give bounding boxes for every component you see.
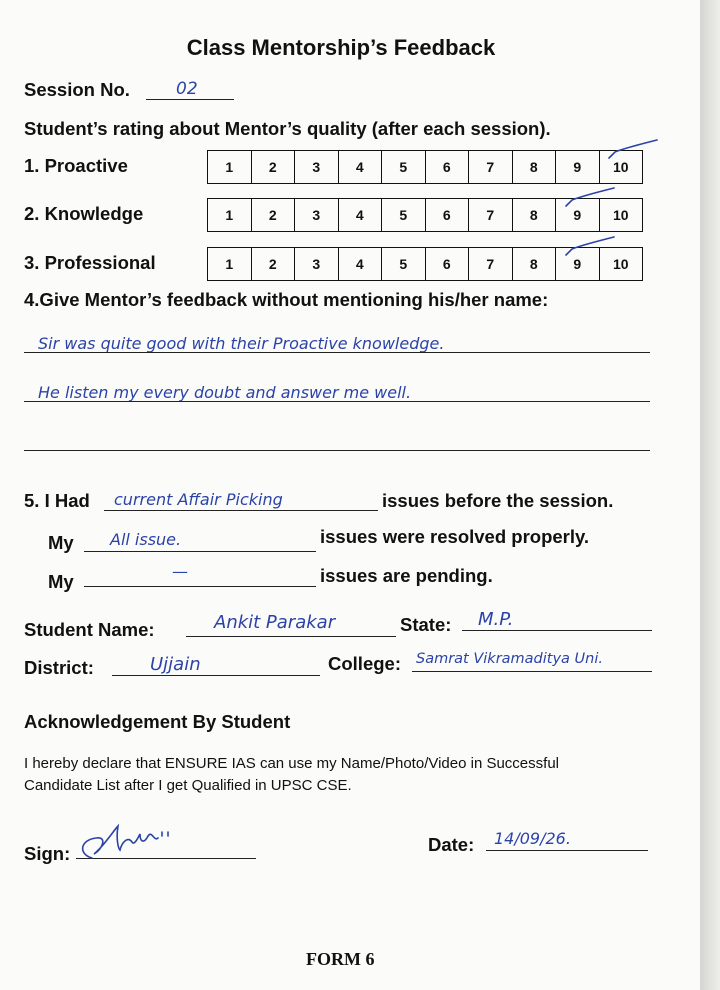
rating-option[interactable]: 9 — [556, 151, 600, 183]
ack-heading: Acknowledgement By Student — [24, 711, 291, 732]
page-shadow-edge — [700, 0, 720, 990]
ack-text-line-1: I hereby declare that ENSURE IAS can use my Name/Photo/Video in Successful — [24, 755, 559, 772]
rating-option[interactable]: 3 — [295, 248, 339, 280]
date-value: 14/09/26. — [494, 829, 571, 848]
rating-label: 1. Proactive — [24, 155, 128, 176]
rating-option[interactable]: 1 — [208, 248, 252, 280]
pending-issues-suffix: issues are pending. — [320, 565, 493, 586]
form-number: FORM 6 — [306, 949, 375, 969]
rating-scale — [207, 150, 643, 184]
had-issues-suffix: issues before the session. — [382, 490, 614, 511]
district-label: District: — [24, 657, 94, 678]
pending-issues-value: — — [172, 562, 188, 581]
district-value: Ujjain — [150, 654, 201, 675]
rating-option[interactable]: 4 — [339, 151, 383, 183]
rating-option[interactable]: 8 — [513, 199, 557, 231]
rating-tick-mark — [560, 186, 620, 210]
student-name-label: Student Name: — [24, 619, 155, 640]
state-value: M.P. — [478, 609, 514, 630]
rating-option[interactable]: 2 — [252, 199, 296, 231]
feedback-underline-3 — [24, 450, 650, 451]
rating-option[interactable]: 2 — [252, 248, 296, 280]
rating-option[interactable]: 10 — [612, 159, 629, 175]
session-value: 02 — [176, 79, 198, 99]
student-name-underline — [186, 636, 396, 637]
resolved-issues-underline — [84, 551, 316, 552]
rating-option[interactable]: 8 — [513, 151, 557, 183]
feedback-underline-1 — [24, 352, 650, 353]
feedback-heading: 4.Give Mentor’s feedback without mentioning his/her name: — [24, 289, 549, 310]
student-name-value: Ankit Parakar — [214, 612, 336, 633]
feedback-line-2: He listen my every doubt and answer me well. — [38, 383, 412, 402]
rating-option[interactable]: 3 — [295, 151, 339, 183]
rating-option[interactable]: 5 — [382, 151, 426, 183]
session-label: Session No. — [24, 79, 130, 100]
feedback-line-1: Sir was quite good with their Proactive knowledge. — [38, 334, 445, 353]
college-underline — [412, 671, 652, 672]
district-underline — [112, 675, 320, 676]
rating-option[interactable]: 6 — [426, 199, 470, 231]
rating-option[interactable]: 3 — [295, 199, 339, 231]
had-issues-value: current Affair Picking — [114, 490, 283, 509]
had-issues-label: 5. I Had — [24, 490, 90, 511]
signature-image — [74, 820, 184, 864]
rating-option[interactable]: 10 — [612, 207, 629, 223]
college-label: College: — [328, 653, 401, 674]
rating-option[interactable]: 7 — [469, 248, 513, 280]
college-value: Samrat Vikramaditya Uni. — [416, 651, 603, 667]
state-label: State: — [400, 614, 452, 635]
rating-option[interactable]: 10 — [612, 256, 629, 272]
date-label: Date: — [428, 834, 475, 855]
rating-option[interactable]: 7 — [469, 199, 513, 231]
rating-option[interactable]: 8 — [513, 248, 557, 280]
resolved-issues-label: My — [48, 532, 74, 553]
rating-option[interactable]: 5 — [382, 248, 426, 280]
rating-label: 2. Knowledge — [24, 203, 144, 224]
rating-option[interactable]: 2 — [252, 151, 296, 183]
rating-option[interactable]: 5 — [382, 199, 426, 231]
rating-heading: Student’s rating about Mentor’s quality (after each session). — [24, 118, 551, 139]
rating-option[interactable]: 1 — [208, 199, 252, 231]
rating-option[interactable]: 6 — [426, 151, 470, 183]
rating-option[interactable]: 4 — [339, 248, 383, 280]
form-title: Class Mentorship’s Feedback — [186, 35, 496, 60]
pending-issues-label: My — [48, 571, 74, 592]
sign-label: Sign: — [24, 843, 71, 864]
date-underline — [486, 850, 648, 851]
rating-option[interactable]: 9 — [556, 248, 600, 280]
rating-tick-mark — [603, 138, 663, 162]
state-underline — [462, 630, 652, 631]
ack-text-line-2: Candidate List after I get Qualified in UPSC CSE. — [24, 777, 352, 794]
rating-option[interactable]: 9 — [556, 199, 600, 231]
rating-option[interactable]: 6 — [426, 248, 470, 280]
had-issues-underline — [104, 510, 378, 511]
rating-option[interactable]: 4 — [339, 199, 383, 231]
resolved-issues-suffix: issues were resolved properly. — [320, 526, 590, 547]
pending-issues-underline — [84, 586, 316, 587]
rating-tick-mark — [560, 235, 620, 259]
session-underline — [146, 99, 234, 100]
resolved-issues-value: All issue. — [110, 530, 182, 549]
rating-label: 3. Professional — [24, 252, 156, 273]
feedback-underline-2 — [24, 401, 650, 402]
rating-option[interactable]: 7 — [469, 151, 513, 183]
rating-option[interactable]: 1 — [208, 151, 252, 183]
